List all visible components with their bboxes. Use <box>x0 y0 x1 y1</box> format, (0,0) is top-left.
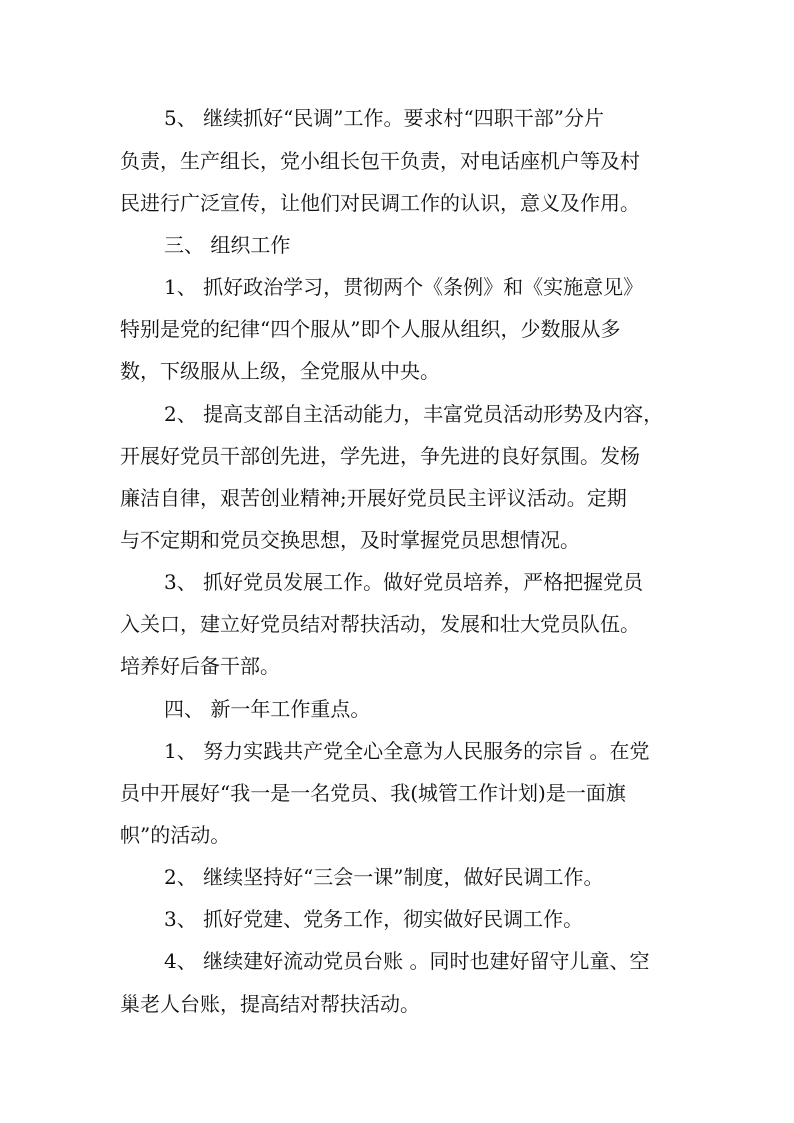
text-line: 特别是党的纪律“四个服从”即个人服从组织，少数服从多 <box>120 317 621 341</box>
text-line: 负责，生产组长，党小组长包干负责，对电话座机户等及村 <box>120 149 640 173</box>
text-line: 民进行广泛宣传，让他们对民调工作的认识，意义及作用。 <box>120 191 640 215</box>
text-line: 5、 继续抓好“民调”工作。要求村“四职干部”分片 <box>164 106 604 130</box>
text-line: 员中开展好“我一是一名党员、我(城管工作计划)是一面旗 <box>120 781 626 805</box>
text-line: 2、 继续坚持好“三会一课”制度，做好民调工作。 <box>164 865 604 889</box>
text-line: 1、 抓好政治学习，贯彻两个《条例》和《实施意见》 <box>164 275 644 299</box>
text-line: 4、 继续建好流动党员台账 。同时也建好留守儿童、空 <box>164 949 650 973</box>
text-line: 3、 抓好党建、党务工作，彻实做好民调工作。 <box>164 907 584 931</box>
text-line: 2、 提高支部自主活动能力，丰富党员活动形势及内容， <box>164 402 664 426</box>
text-line: 巢老人台账，提高结对帮扶活动。 <box>120 992 420 1016</box>
text-line: 培养好后备干部。 <box>120 654 280 678</box>
text-line: 开展好党员干部创先进，学先进，争先进的良好氛围。发杨 <box>120 444 640 468</box>
text-line: 与不定期和党员交换思想，及时掌握党员思想情况。 <box>120 528 580 552</box>
text-line: 入关口，建立好党员结对帮扶活动，发展和壮大党员队伍。 <box>120 612 640 636</box>
text-line: 数，下级服从上级，全党服从中央。 <box>120 359 440 383</box>
text-line: 帜”的活动。 <box>120 823 231 847</box>
text-line: 廉洁自律，艰苦创业精神;开展好党员民主评议活动。定期 <box>120 486 627 510</box>
text-line: 3、 抓好党员发展工作。做好党员培养，严格把握党员 <box>164 570 644 594</box>
section-heading: 四、 新一年工作重点。 <box>164 697 371 721</box>
section-heading: 三、 组织工作 <box>164 233 291 257</box>
text-line: 1、 努力实践共产党全心全意为人民服务的宗旨 。在党 <box>164 739 650 763</box>
